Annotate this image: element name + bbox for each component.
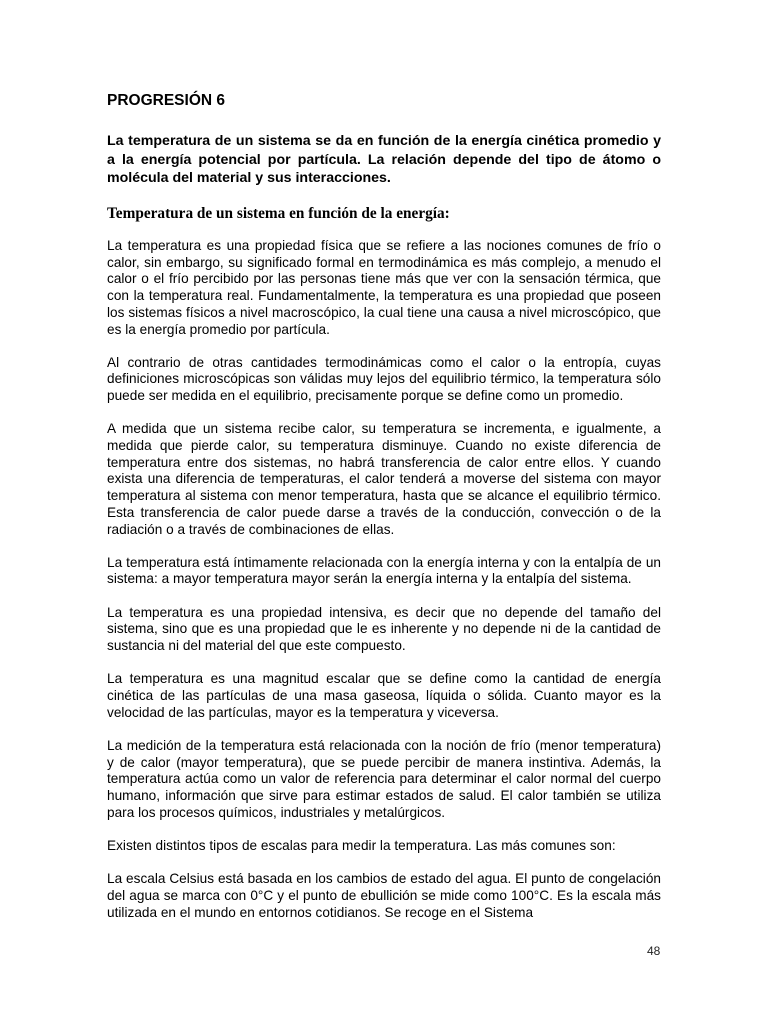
paragraph: A medida que un sistema recibe calor, su temperatura se incrementa, e igualmente, a medida que pierde calor, su temperatura disminuye. Cuando no existe diferencia de temperatura entre dos sistemas, no habrá transferencia de calor entre ellos. Y cuando exista una diferencia de temperaturas, el calor tenderá a moverse del sistema con mayor temperatura al sistema con menor temperatura, hasta que se alcance el equilibrio térmico. Esta transferencia de calor puede darse a través de la conducción, convección o de la radiación o a través de combinaciones de ellas. [107,421,661,537]
subheading: Temperatura de un sistema en función de la energía: [107,205,450,222]
body-text [107,238,661,938]
intro-statement: La temperatura de un sistema se da en función de la energía cinética promedio y a la energía potencial por partícula. La relación depende del tipo de átomo o molécula del material y sus interacciones. [107,133,661,186]
page-number: 48 [647,944,661,958]
paragraph: La temperatura es una propiedad física que se refiere a las nociones comunes de frío o calor, sin embargo, su significado formal en termodinámica es más complejo, a menudo el calor o el frío percibido por las personas tiene más que ver con la sensación térmica, que con la temperatura real. Fundamentalmente, la temperatura es una propiedad que poseen los sistemas físicos a nivel macroscópico, la cual tiene una causa a nivel microscópico, que es la energía promedio por partícula. [107,238,661,337]
paragraph: Existen distintos tipos de escalas para medir la temperatura. Las más comunes son: [107,837,616,853]
paragraph: La temperatura es una magnitud escalar que se define como la cantidad de energía cinética de las partículas de una masa gaseosa, líquida o sólida. Cuanto mayor es la velocidad de las partículas, mayor es la temperatura y viceversa. [107,671,661,720]
paragraph: La temperatura está íntimamente relacionada con la energía interna y con la entalpía de un sistema: a mayor temperatura mayor serán la energía interna y la entalpía del sistema. [107,554,661,587]
paragraph: La medición de la temperatura está relacionada con la noción de frío (menor temperatura) y de calor (mayor temperatura), que se puede percibir de manera instintiva. Además, la temperatura actúa como un valor de referencia para determinar el calor normal del cuerpo humano, información que sirve para estimar estados de salud. El calor también se utiliza para los procesos químicos, industriales y metalúrgicos. [107,737,661,820]
paragraph: La temperatura es una propiedad intensiva, es decir que no depende del tamaño del sistema, sino que es una propiedad que le es inherente y no depende ni de la cantidad de sustancia ni del material del que este compuesto. [107,604,661,654]
section-title: PROGRESIÓN 6 [107,92,225,109]
paragraph: Al contrario de otras cantidades termodinámicas como el calor o la entropía, cuyas definiciones microscópicas son válidas muy lejos del equilibrio térmico, la temperatura sólo puede ser medida en el equilibrio, precisamente porque se define como un promedio. [107,354,661,404]
paragraph: La escala Celsius está basada en los cambios de estado del agua. El punto de congelación del agua se marca con 0°C y el punto de ebullición se mide como 100°C. Es la escala más utilizada en el mundo en entornos cotidianos. Se recoge en el Sistema [107,871,661,920]
